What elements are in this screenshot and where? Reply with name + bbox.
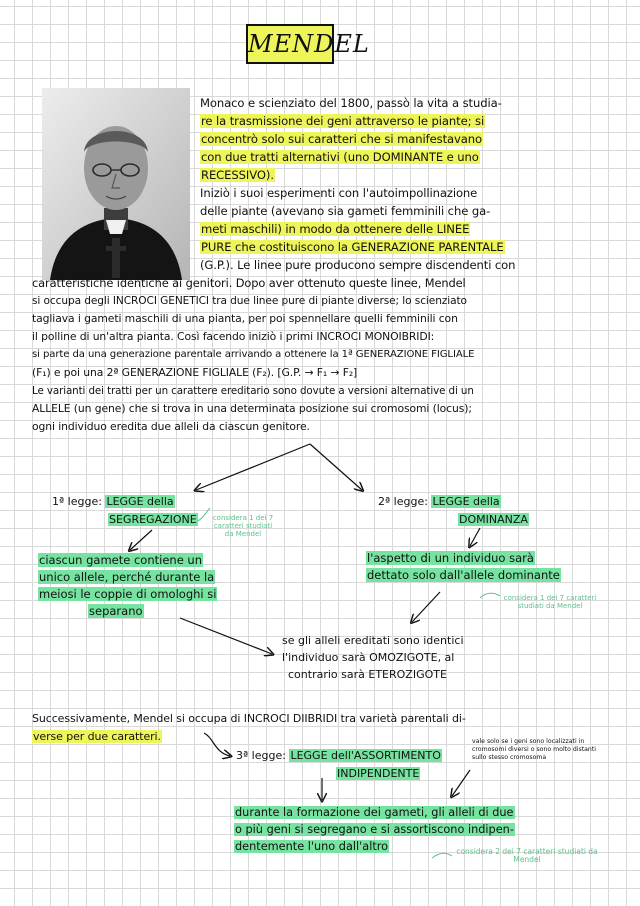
intro-line: Iniziò i suoi esperimenti con l'autoimpollinazione — [200, 186, 478, 200]
zygosity-note: se gli alleli ereditati sono identici l'individuo sarà OMOZIGOTE, al contrario sarà ETEROZIGOTE — [282, 634, 464, 681]
body-line: il polline di un'altra pianta. Così facendo iniziò i primi INCROCI MONOIBRIDI: — [32, 330, 435, 343]
body-line: si parte da una generazione parentale arrivando a ottenere la 1ª GENERAZIONE FIGLIALE — [32, 349, 475, 360]
body-line: ALLELE (un gene) che si trova in una determinata posizione sui cromosomi (locus); — [32, 402, 472, 415]
intro-line: RECESSIVO). — [201, 168, 274, 182]
intro-line: concentrò solo sui caratteri che si manifestavano — [201, 132, 483, 146]
law-1-label: 1ª legge: LEGGE della — [52, 495, 174, 508]
dihybrid-line: Successivamente, Mendel si occupa di INCROCI DIIBRIDI tra varietà parentali di- — [32, 712, 466, 725]
intro-line: con due tratti alternativi (uno DOMINANTE e uno — [201, 150, 479, 164]
body-line: ogni individuo eredita due alleli da ciascun genitore. — [32, 420, 310, 433]
law-3-side-note: vale solo se i geni sono localizzati in cromosomi diversi o sono molto distanti sullo stesso cromosoma — [472, 738, 597, 761]
intro-line: meti maschili) in modo da ottenere delle LINEE — [201, 222, 470, 236]
intro-line: PURE che costituiscono la GENERAZIONE PARENTALE — [201, 240, 504, 254]
intro-line: re la trasmissione dei geni attraverso le piante; si — [201, 114, 485, 128]
law-2-label: 2ª legge: LEGGE della — [378, 495, 500, 508]
body-line: (F₁) e poi una 2ª GENERAZIONE FIGLIALE (F₂). [G.P. → F₁ → F₂] — [32, 366, 358, 379]
body-line: Le varianti dei tratti per un carattere ereditario sono dovute a versioni alternative di un — [32, 385, 474, 397]
law-1-note: considera 1 dei 7 caratteri studiati da Mendel — [212, 514, 274, 538]
body-line: tagliava i gameti maschili di una pianta, per poi spennellare quelli femminili con — [32, 312, 458, 325]
intro-line: delle piante (avevano sia gameti femminili che ga- — [200, 204, 491, 218]
body-line: caratteristiche identiche ai genitori. Dopo aver ottenuto queste linee, Mendel — [32, 276, 466, 290]
body-line: si occupa degli INCROCI GENETICI tra due linee pure di piante diverse; lo scienziato — [32, 295, 467, 307]
intro-line: Monaco e scienziato del 1800, passò la vita a studia- — [200, 96, 502, 110]
law-1-description: ciascun gamete contiene un unico allele, perché durante la meiosi le coppie di omologhi si separano — [39, 553, 217, 618]
dihybrid-line: verse per due caratteri. — [33, 730, 161, 743]
law-2-description: l'aspetto di un individuo sarà dettato solo dall'allele dominante — [367, 551, 560, 582]
intro-line: (G.P.). Le linee pure producono sempre discendenti con — [200, 258, 516, 272]
page-title: MENDEL — [246, 24, 334, 64]
law-3-description: durante la formazione dei gameti, gli alleli di due o più geni si segregano e si assortiscono indipen- dentemente l'uno dall'altro — [235, 806, 514, 853]
law-2-note: considera 1 dei 7 caratteri studiati da Mendel — [503, 594, 597, 610]
law-3-name: INDIPENDENTE — [337, 767, 420, 780]
law-3-note: considera 2 dei 7 caratteri studiati da Mendel — [456, 847, 598, 864]
law-3-label: 3ª legge: LEGGE dell'ASSORTIMENTO — [236, 749, 441, 762]
law-2-name: DOMINANZA — [459, 513, 528, 526]
law-1-name: SEGREGAZIONE — [109, 513, 197, 526]
